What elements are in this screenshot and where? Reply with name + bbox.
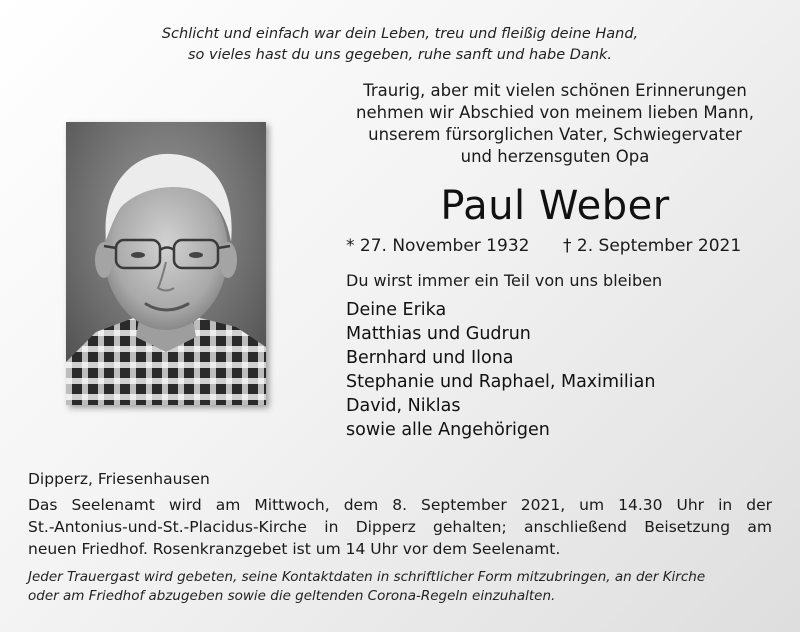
intro-line-2: nehmen wir Abschied von meinem lieben Mann, <box>356 103 754 122</box>
intro-line-1: Traurig, aber mit vielen schönen Erinnerungen <box>363 81 747 100</box>
note-line-1: Jeder Trauergast wird gebeten, seine Kontaktdaten in schriftlicher Form mitzubringen, an der Kirche <box>28 569 706 585</box>
right-eye <box>189 252 203 258</box>
family-member: Matthias und Gudrun <box>346 324 531 344</box>
poem-line-1: Schlicht und einfach war dein Leben, treu und fleißig deine Hand, <box>161 26 639 42</box>
portrait-photo <box>66 122 266 405</box>
poem-line-2: so vieles hast du uns gegeben, ruhe sanft und habe Dank. <box>187 47 613 63</box>
left-eye <box>131 252 145 258</box>
service-line-1: Das Seelenamt wird am Mittwoch, dem 8. September 2021, um 14.30 Uhr in der <box>28 496 772 514</box>
portrait-illustration <box>66 122 266 405</box>
note-line-2: oder am Friedhof abzugeben sowie die geltenden Corona-Regeln einzuhalten. <box>28 588 556 604</box>
deceased-name: Paul Weber <box>440 183 670 229</box>
motto: Du wirst immer ein Teil von uns bleiben <box>346 271 663 290</box>
service-line-3: neuen Friedhof. Rosenkranzgebet ist um 14 Uhr vor dem Seelenamt. <box>28 540 561 558</box>
birth-date: * 27. November 1932 <box>346 236 530 256</box>
place-line: Dipperz, Friesenhausen <box>28 470 210 488</box>
intro-line-4: und herzensguten Opa <box>460 147 650 166</box>
family-member: Deine Erika <box>346 300 447 320</box>
family-member: Bernhard und Ilona <box>346 348 514 368</box>
family-member: sowie alle Angehörigen <box>346 420 550 440</box>
service-line-2: St.-Antonius-und-St.-Placidus-Kirche in Dipperz gehalten; anschließend Beisetzung am <box>28 518 772 536</box>
family-member: David, Niklas <box>346 396 461 416</box>
family-member: Stephanie und Raphael, Maximilian <box>346 372 656 392</box>
death-date: † 2. September 2021 <box>563 236 742 256</box>
intro-line-3: unserem fürsorglichen Vater, Schwiegervater <box>368 125 742 144</box>
